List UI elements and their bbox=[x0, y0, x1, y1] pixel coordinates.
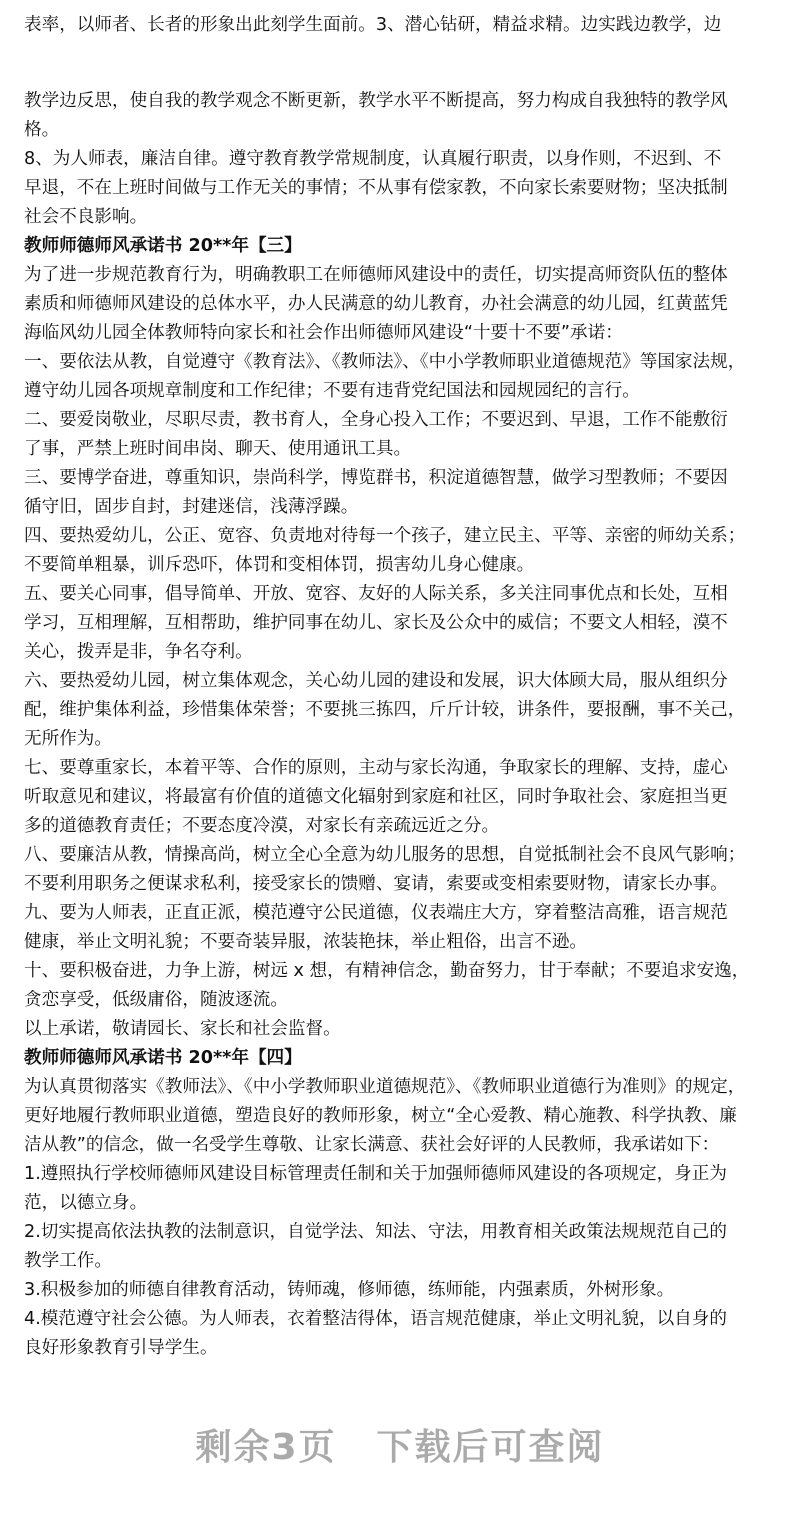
text-line-12: 二、要爱岗敬业，尽职尽责，教书育人，全身心投入工作；不要迟到、早退，工作不能敷衍 bbox=[24, 410, 728, 430]
text-line-43: 4.模范遵守社会公德。为人师表，衣着整洁得体，语言规范健康，举止文明礼貌，以自身的 bbox=[24, 1309, 727, 1329]
text-line-7: 为了进一步规范教育行为，明确教职工在师德师风建设中的责任，切实提高师资队伍的整体 bbox=[24, 265, 728, 285]
text-line-30: 健康，举止文明礼貌；不要奇装异服，浓装艳抹，举止粗俗，出言不逊。 bbox=[24, 932, 588, 952]
text-line-29: 九、要为人师表，正直正派，模范遵守公民道德，仪表端庄大方，穿着整洁高雅，语言规范 bbox=[24, 903, 728, 923]
text-line-2: 格。 bbox=[24, 120, 60, 140]
text-line-15: 循守旧，固步自封，封建迷信，浅薄浮躁。 bbox=[24, 497, 359, 517]
text-line-5: 社会不良影响。 bbox=[24, 207, 148, 227]
text-line-13: 了事，严禁上班时间串岗、聊天、使用通讯工具。 bbox=[24, 439, 412, 459]
text-line-11: 遵守幼儿园各项规章制度和工作纪律；不要有违背党纪国法和园规园纪的言行。 bbox=[24, 381, 640, 401]
text-line-40: 2.切实提高依法执教的法制意识，自觉学法、知法、守法，用教育相关政策法规规范自己的 bbox=[24, 1222, 727, 1242]
text-line-27: 八、要廉洁从教，情操高尚，树立全心全意为幼儿服务的思想，自觉抵制社会不良风气影响； bbox=[24, 845, 746, 865]
text-line-42: 3.积极参加的师德自律教育活动，铸师魂，修师德，练师能，内强素质，外树形象。 bbox=[24, 1280, 675, 1300]
text-line-26: 多的道德教育责任；不要态度冷漠，对家长有亲疏远近之分。 bbox=[24, 816, 500, 836]
download-prompt-banner[interactable] bbox=[0, 1418, 800, 1478]
text-line-4: 早退，不在上班时间做与工作无关的事情；不从事有偿家教，不向家长索要财物；坚决抵制 bbox=[24, 178, 728, 198]
text-line-19: 学习，互相理解，互相帮助，维护同事在幼儿、家长及公众中的威信；不要文人相轻，漠不 bbox=[24, 613, 728, 633]
text-line-16: 四、要热爱幼儿，公正、宽容、负责地对待每一个孩子，建立民主、平等、亲密的师幼关系； bbox=[24, 526, 746, 546]
text-line-44: 良好形象教育引导学生。 bbox=[24, 1338, 218, 1358]
remaining-pages-label: 剩余3页 bbox=[195, 1427, 337, 1468]
text-line-9: 海临风幼儿园全体教师特向家长和社会作出师德师风建设“十要十不要”承诺： bbox=[24, 323, 623, 343]
text-line-3: 8、为人师表，廉洁自律。遵守教育教学常规制度，认真履行职责，以身作则，不迟到、不 bbox=[24, 149, 722, 169]
text-line-17: 不要简单粗暴，训斥恐吓，体罚和变相体罚，损害幼儿身心健康。 bbox=[24, 555, 535, 575]
text-line-24: 七、要尊重家长，本着平等、合作的原则，主动与家长沟通，争取家长的理解、支持，虚心 bbox=[24, 758, 728, 778]
text-line-38: 1.遵照执行学校师德师风建设目标管理责任制和关于加强师德师风建设的各项规定，身正为 bbox=[24, 1164, 727, 1184]
text-line-22: 配，维护集体利益，珍惜集体荣誉；不要挑三拣四，斤斤计较，讲条件，要报酬，事不关己， bbox=[24, 700, 746, 720]
text-line-35: 为认真贯彻落实《教师法》、《中小学教师职业道德规范》、《教师职业道德行为准则》的规定， bbox=[24, 1077, 746, 1097]
text-line-8: 素质和师德师风建设的总体水平，办人民满意的幼儿教育，办社会满意的幼儿园，红黄蓝凭 bbox=[24, 294, 728, 314]
text-line-14: 三、要博学奋进，尊重知识，崇尚科学，博览群书，积淀道德智慧，做学习型教师；不要因 bbox=[24, 468, 728, 488]
text-line-39: 范，以德立身。 bbox=[24, 1193, 148, 1213]
text-line-28: 不要利用职务之便谋求私利，接受家长的馈赠、宴请，索要或变相索要财物，请家长办事。 bbox=[24, 874, 728, 894]
text-line-37: 洁从教”的信念，做一名受学生尊敬、让家长满意、获社会好评的人民教师，我承诺如下： bbox=[24, 1135, 720, 1155]
text-line-36: 更好地履行教师职业道德，塑造良好的教师形象，树立“全心爱教、精心施教、科学执教、廉 bbox=[24, 1106, 737, 1126]
text-line-33: 以上承诺，敬请园长、家长和社会监督。 bbox=[24, 1019, 341, 1039]
text-line-21: 六、要热爱幼儿园，树立集体观念，关心幼儿园的建设和发展，识大体顾大局，服从组织分 bbox=[24, 671, 728, 691]
section-heading-three: 教师师德师风承诺书 20**年【三】 bbox=[24, 236, 302, 256]
text-line-1: 教学边反思，使自我的教学观念不断更新，教学水平不断提高，努力构成自我独特的教学风 bbox=[24, 91, 728, 111]
text-line-32: 贪恋享受，低级庸俗，随波逐流。 bbox=[24, 990, 288, 1010]
text-line-25: 听取意见和建议，将最富有价值的道德文化辐射到家庭和社区，同时争取社会、家庭担当更 bbox=[24, 787, 728, 807]
text-line-0: 表率，以师者、长者的形象出此刻学生面前。3、潜心钻研，精益求精。边实践边教学，边 bbox=[24, 15, 722, 35]
text-line-31: 十、要积极奋进，力争上游，树远 x 想，有精神信念，勤奋努力，甘于奉献；不要追求安逸， bbox=[24, 961, 750, 981]
section-heading-four: 教师师德师风承诺书 20**年【四】 bbox=[24, 1048, 302, 1068]
text-line-18: 五、要关心同事，倡导简单、开放、宽容、友好的人际关系，多关注同事优点和长处，互相 bbox=[24, 584, 728, 604]
download-to-view-label[interactable]: 下载后可查阅 bbox=[376, 1427, 605, 1468]
text-line-10: 一、要依法从教，自觉遵守《教育法》、《教师法》、《中小学教师职业道德规范》等国家法规， bbox=[24, 352, 746, 372]
text-line-41: 教学工作。 bbox=[24, 1251, 112, 1271]
text-line-20: 关心，拨弄是非，争名夺利。 bbox=[24, 642, 253, 662]
text-line-23: 无所作为。 bbox=[24, 729, 112, 749]
